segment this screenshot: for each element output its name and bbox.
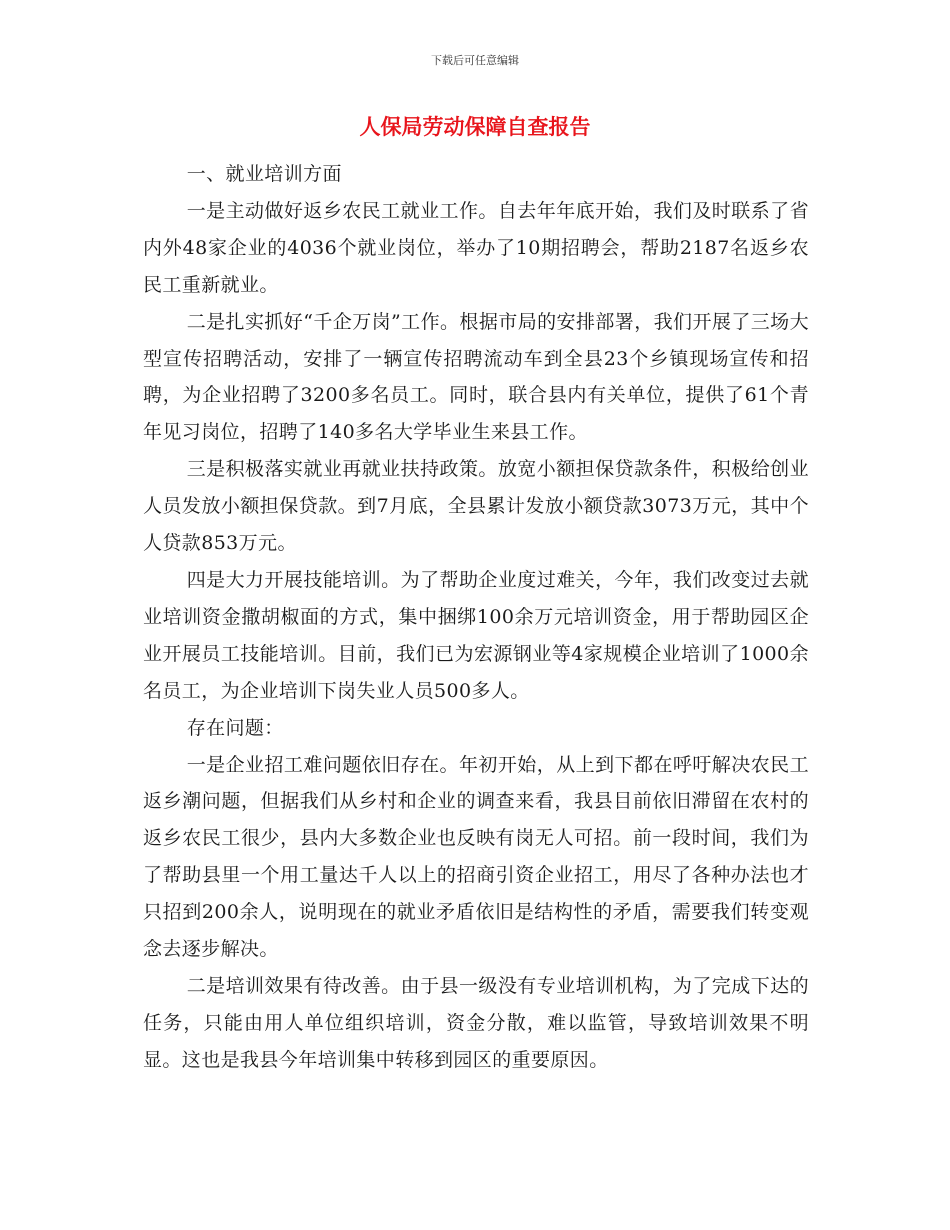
- paragraph-support-policy: 三是积极落实就业再就业扶持政策。放宽小额担保贷款条件，积极给创业人员发放小额担保贷款。到7月底，全县累计发放小额贷款3073万元，其中个人贷款853万元。: [143, 458, 809, 555]
- paragraph-training-effect: 二是培训效果有待改善。由于县一级没有专业培训机构，为了完成下达的任务，只能由用人单位组织培训，资金分散，难以监管，导致培训效果不明显。这也是我县今年培训集中转移到园区的重要原因。: [143, 974, 809, 1071]
- document-title: 人保局劳动保障自查报告: [359, 115, 591, 139]
- paragraph-thousand-enterprises: 二是扎实抓好“千企万岗”工作。根据市局的安排部署，我们开展了三场大型宣传招聘活动，安排了一辆宣传招聘流动车到全县23个乡镇现场宣传和招聘，为企业招聘了3200多名员工。同时，联合县内有关单位，提供了61个青年见习岗位，招聘了140多名大学毕业生来县工作。: [143, 310, 809, 444]
- header-note: 下载后可任意编辑: [431, 54, 519, 67]
- document-body: [143, 156, 809, 1079]
- section-heading-employment-training: 一、就业培训方面: [186, 163, 342, 185]
- paragraph-skills-training: 四是大力开展技能培训。为了帮助企业度过难关，今年，我们改变过去就业培训资金撒胡椒面的方式，集中捆绑100余万元培训资金，用于帮助园区企业开展员工技能培训。目前，我们已为宏源钢业等4家规模企业培训了1000余名员工，为企业培训下岗失业人员500多人。: [143, 568, 809, 702]
- paragraph-recruitment-difficulty: 一是企业招工难问题依旧存在。年初开始，从上到下都在呼吁解决农民工返乡潮问题，但据我们从乡村和企业的调查来看，我县目前依旧滞留在农村的返乡农民工很少，县内大多数企业也反映有岗无人可招。前一段时间，我们为了帮助县里一个用工量达千人以上的招商引资企业招工，用尽了各种办法也才只招到200余人，说明现在的就业矛盾依旧是结构性的矛盾，需要我们转变观念去逐步解决。: [143, 753, 809, 961]
- section-heading-problems: 存在问题：: [186, 716, 284, 739]
- paragraph-returning-workers: 一是主动做好返乡农民工就业工作。自去年年底开始，我们及时联系了省内外48家企业的4036个就业岗位，举办了10期招聘会，帮助2187名返乡农民工重新就业。: [143, 199, 809, 296]
